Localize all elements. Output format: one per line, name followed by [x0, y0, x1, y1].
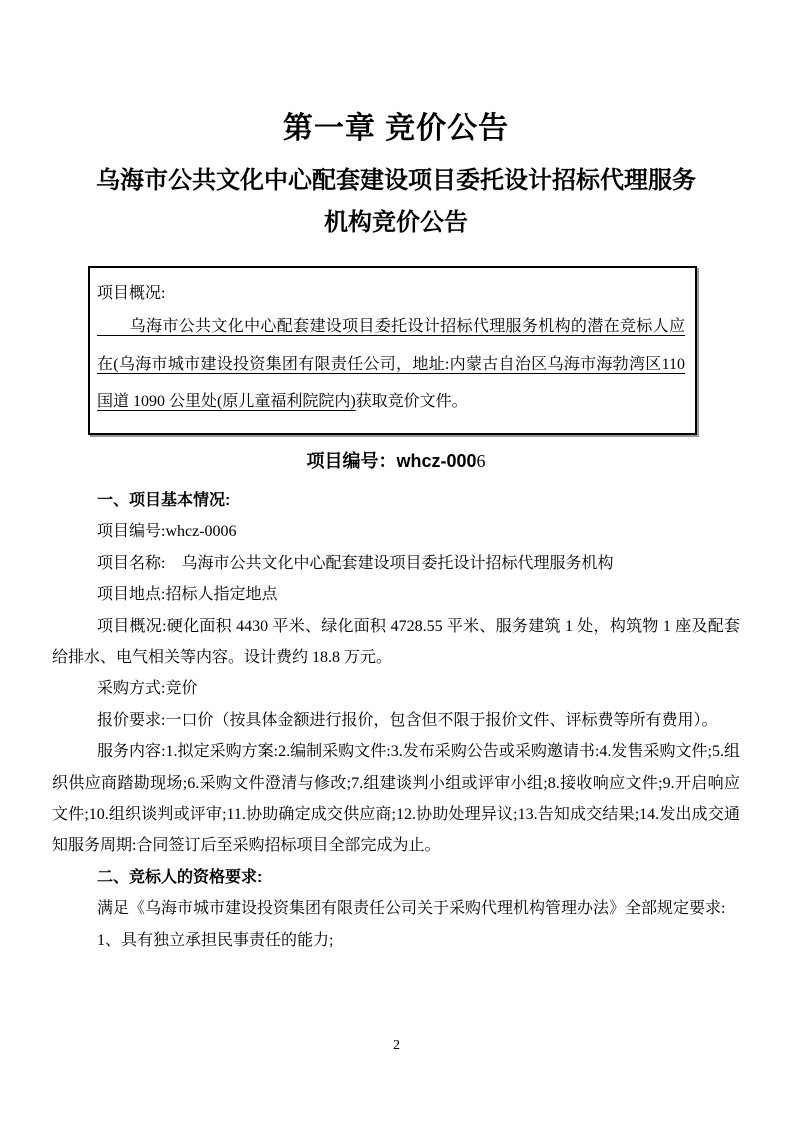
page-number: 2: [393, 1038, 400, 1053]
body-text: [52, 485, 740, 956]
field-project-location: 项目地点:招标人指定地点: [97, 586, 278, 604]
document-title-line2: 机构竞价公告: [324, 209, 468, 236]
field-project-number: 项目编号:whcz-0006: [97, 523, 237, 541]
field-project-name: 项目名称: 乌海市公共文化中心配套建设项目委托设计招标代理服务机构: [97, 554, 614, 572]
field-purchase-method: 采购方式:竞价: [97, 680, 198, 698]
overview-paragraph: [97, 308, 685, 421]
qualification-intro: 满足《乌海市城市建设投资集团有限责任公司关于采购代理机构管理办法》全部规定要求:: [97, 900, 726, 918]
qualification-item-1: 1、具有独立承担民事责任的能力;: [97, 931, 334, 949]
overview-plain-tail: 获取竞价文件。: [355, 393, 468, 410]
section-heading-1: 一、项目基本情况:: [97, 492, 231, 509]
project-number-bold: 项目编号：whcz-000: [306, 451, 477, 471]
project-number-regular: 6: [476, 451, 486, 471]
overview-label: 项目概况:: [97, 285, 166, 302]
field-service-content: 服务内容:1.拟定采购方案:2.编制采购文件:3.发布采购公告或采购邀请书:4.发售采购文件;5.组织供应商踏勘现场;6.采购文件澄清与修改;7.组建谈判小组或评审小组;8.接收响应文件;9.开启响应文件;10.组织谈判或评审;11.协助确定成交供应商;12.协助处理异议;13.告知成交结果;14.发出成交通知服务周期:合同签订后至采购招标项目全部完成为止。: [52, 743, 740, 855]
document-title: [52, 160, 740, 244]
section-heading-2: 二、竞标人的资格要求:: [97, 868, 263, 886]
field-project-overview: 项目概况:硬化面积 4430 平米、绿化面积 4728.55 平米、服务建筑 1 处，构筑物 1 座及配套给排水、电气相关等内容。设计费约 18.8 万元。: [52, 617, 740, 667]
project-number-heading: [52, 449, 740, 474]
overview-underlined-text: 乌海市公共文化中心配套建设项目委托设计招标代理服务机构的潜在竞标人应在(乌海市城市建设投资集团有限责任公司，地址:内蒙古自治区乌海市海勃湾区110 国道 1090 公里处(原儿童福利院院内): [97, 318, 685, 410]
field-quote-requirement: 报价要求:一口价（按具体金额进行报价，包含但不限于报价文件、评标费等所有费用）。: [97, 711, 718, 729]
project-overview-box: [88, 266, 697, 435]
chapter-title: 第一章 竞价公告: [282, 112, 510, 145]
document-title-line1: 乌海市公共文化中心配套建设项目委托设计招标代理服务: [96, 167, 696, 194]
